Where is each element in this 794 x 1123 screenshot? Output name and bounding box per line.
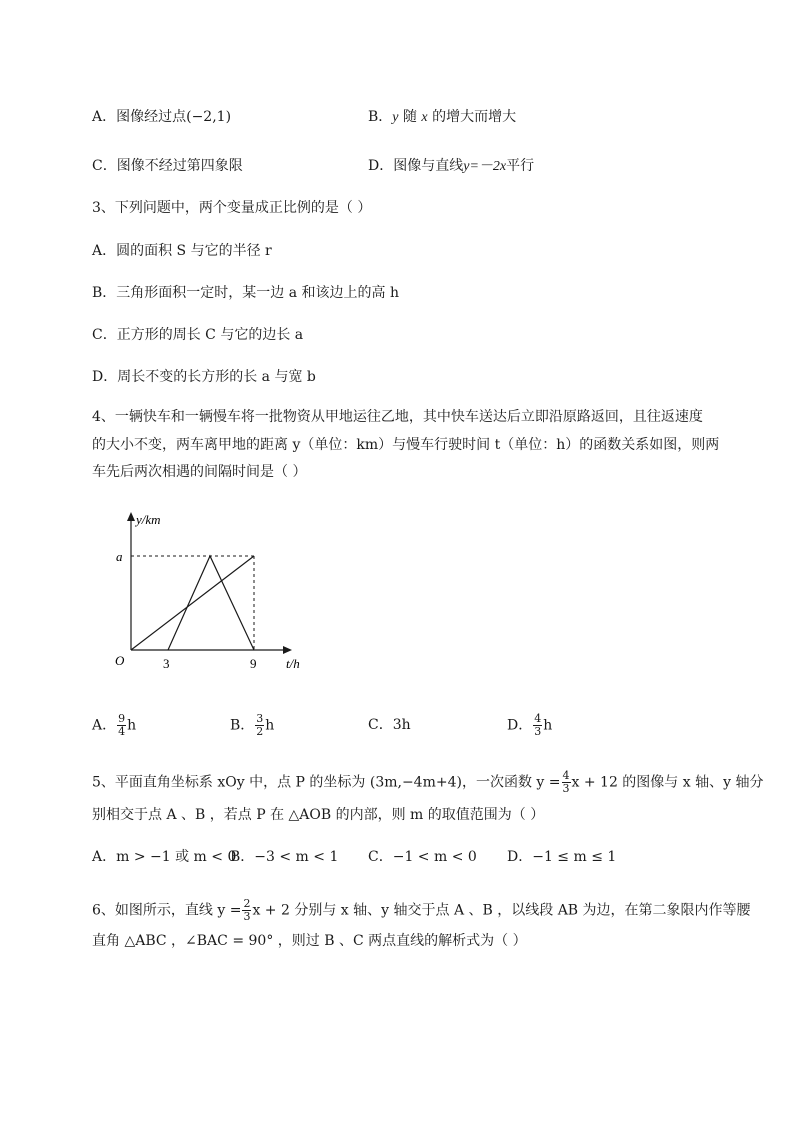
q2-option-d-suffix: 平行 <box>506 158 535 174</box>
q4-graph <box>100 505 320 685</box>
q4-option-d-num: 4 <box>534 712 542 725</box>
q2-option-b-var2: x <box>421 110 428 125</box>
q5-option-c: C．−1 < m < 0 <box>368 849 477 865</box>
q5-stem-line1-a: 5、平面直角坐标系 xOy 中，点 P 的坐标为 (3m,−4m+4)，一次函数 y = <box>92 774 561 791</box>
q4-option-b-unit: h <box>265 717 275 734</box>
q2-option-d-prefix: D．图像与直线 <box>368 158 464 174</box>
q4-option-a-prefix: A． <box>92 717 117 734</box>
q4-stem-line2: 的大小不变，两车离甲地的距离 y（单位：km）与慢车行驶时间 t（单位：h）的函数关系如图，则两 <box>92 437 720 453</box>
q4-option-a-unit: h <box>127 717 137 734</box>
q6-stem-line2: 直角 △ABC ，∠BAC = 90° ，则过 B 、C 两点直线的解析式为（ ） <box>92 933 527 949</box>
q4-option-b-den: 2 <box>256 725 264 738</box>
q4-option-b <box>230 713 274 738</box>
q6-stem-line1 <box>92 898 751 923</box>
q6-frac-den: 3 <box>243 910 251 923</box>
q4-a-label: a <box>116 549 123 564</box>
q2-option-d <box>368 157 534 176</box>
q5-stem-line1 <box>92 770 763 795</box>
q4-stem-line1: 4、一辆快车和一辆慢车将一批物资从甲地运往乙地，其中快车送达后立即沿原路返回，且往返速度 <box>92 409 703 425</box>
q2-option-b-mid: 随 <box>402 109 417 125</box>
q2-option-a: A．图像经过点(−2,1) <box>92 109 232 125</box>
q2-option-d-expr: y=－2x <box>463 159 507 174</box>
q3-option-c: C．正方形的周长 C 与它的边长 a <box>92 327 304 343</box>
q4-slow-car-line <box>131 556 254 650</box>
q4-y-axis-arrow <box>127 512 135 521</box>
q4-stem-line3: 车先后两次相遇的间隔时间是（ ） <box>92 464 307 480</box>
q4-x-axis-arrow <box>283 646 292 654</box>
q3-option-b: B．三角形面积一定时，某一边 a 和该边上的高 h <box>92 285 400 301</box>
q5-option-d: D．−1 ≤ m ≤ 1 <box>507 849 617 865</box>
q5-option-a: A．m > −1 或 m < 0 <box>92 849 237 865</box>
q4-option-a <box>92 713 136 738</box>
q6-stem-line1-a: 6、如图所示，直线 y = <box>92 902 242 919</box>
q5-stem-line1-b: x + 12 的图像与 x 轴、y 轴分 <box>571 774 764 791</box>
q3-option-d: D．周长不变的长方形的长 a 与宽 b <box>92 369 316 385</box>
q5-option-b: B．−3 < m < 1 <box>230 849 339 865</box>
q4-tick-9: 9 <box>250 656 257 671</box>
q5-stem-line2: 别相交于点 A 、B ，若点 P 在 △AOB 的内部，则 m 的取值范围为（ ） <box>92 807 545 823</box>
q4-option-d-den: 3 <box>534 725 542 738</box>
q6-stem-line1-b: x + 2 分别与 x 轴、y 轴交于点 A 、B ，以线段 AB 为边，在第二象限内作等腰 <box>252 902 751 919</box>
q4-option-d-unit: h <box>543 717 553 734</box>
q4-option-b-prefix: B． <box>230 717 255 734</box>
q5-frac-den: 3 <box>562 782 570 795</box>
q3-stem: 3、下列问题中，两个变量成正比例的是（ ） <box>92 200 372 216</box>
q4-option-a-num: 9 <box>118 712 126 725</box>
q2-option-b-prefix: B． <box>368 109 393 125</box>
q2-option-b-var1: y <box>392 110 399 125</box>
q4-fast-car-line <box>168 556 254 650</box>
q4-x-label: t/h <box>286 656 300 671</box>
q5-frac-num: 4 <box>562 769 570 782</box>
q6-frac-num: 2 <box>243 897 251 910</box>
q4-option-a-den: 4 <box>118 725 126 738</box>
q2-option-b-suffix: 的增大而增大 <box>432 109 517 125</box>
q4-y-label: y/km <box>136 512 161 527</box>
q2-option-c: C．图像不经过第四象限 <box>92 158 243 174</box>
q4-option-d <box>507 713 552 738</box>
q4-option-b-num: 3 <box>256 712 264 725</box>
q4-option-d-prefix: D． <box>507 717 533 734</box>
q4-tick-3: 3 <box>163 656 170 671</box>
q3-option-a: A．圆的面积 S 与它的半径 r <box>92 243 272 259</box>
q4-option-c: C．3h <box>368 717 411 733</box>
q2-option-b <box>368 108 516 127</box>
q4-origin-label: O <box>115 653 125 668</box>
